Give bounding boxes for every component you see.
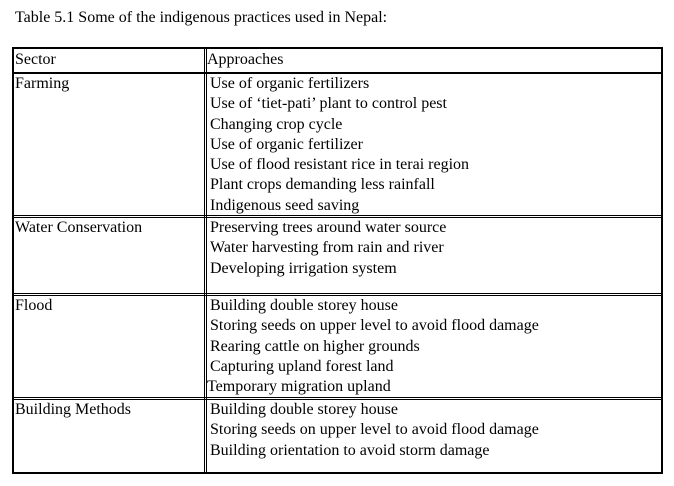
approach-item: Building double storey house — [210, 401, 398, 418]
approaches-cell — [210, 400, 539, 461]
approach-item: Developing irrigation system — [210, 259, 397, 277]
approach-item: Use of organic fertilizer — [210, 135, 363, 153]
table-caption: Table 5.1 Some of the indigenous practices used in Nepal: — [15, 9, 388, 26]
table-row-building-methods — [14, 397, 661, 472]
table-row-water-conservation — [14, 215, 661, 295]
approach-item: Storing seeds on upper level to avoid flood damage — [210, 421, 539, 439]
approach-item: Changing crop cycle — [210, 115, 343, 133]
approach-item: Water harvesting from rain and river — [210, 239, 444, 257]
approach-item: Storing seeds on upper level to avoid flood damage — [210, 317, 539, 335]
column-divider — [204, 218, 207, 295]
sector-cell: Farming — [15, 75, 70, 92]
sector-cell: Flood — [15, 297, 53, 314]
approach-item: Building orientation to avoid storm damage — [210, 441, 490, 459]
sector-cell: Building Methods — [15, 401, 132, 418]
approach-item: Use of flood resistant rice in terai region — [210, 156, 470, 174]
table-header-row — [14, 49, 661, 74]
table-row-farming — [14, 74, 661, 217]
indigenous-practices-table — [12, 47, 663, 474]
column-divider — [204, 74, 207, 217]
approaches-cell — [207, 296, 539, 397]
approaches-cell — [210, 74, 469, 216]
sector-cell: Water Conservation — [15, 219, 143, 236]
header-approaches: Approaches — [207, 51, 284, 68]
table-row-flood — [14, 293, 661, 399]
approach-item: Building double storey house — [210, 297, 398, 314]
approach-item: Capturing upland forest land — [210, 357, 394, 375]
approaches-cell — [210, 218, 446, 279]
approach-item: Use of ‘tiet-pati’ plant to control pest — [210, 95, 447, 113]
approach-item: Rearing cattle on higher grounds — [210, 337, 420, 355]
approach-item: Plant crops demanding less rainfall — [210, 176, 435, 194]
approach-item: Indigenous seed saving — [210, 196, 360, 214]
header-sector: Sector — [15, 51, 56, 68]
column-divider — [204, 400, 207, 472]
approach-item: Preserving trees around water source — [210, 219, 447, 236]
approach-item: Temporary migration upland — [207, 378, 391, 396]
approach-item: Use of organic fertilizers — [210, 75, 370, 92]
